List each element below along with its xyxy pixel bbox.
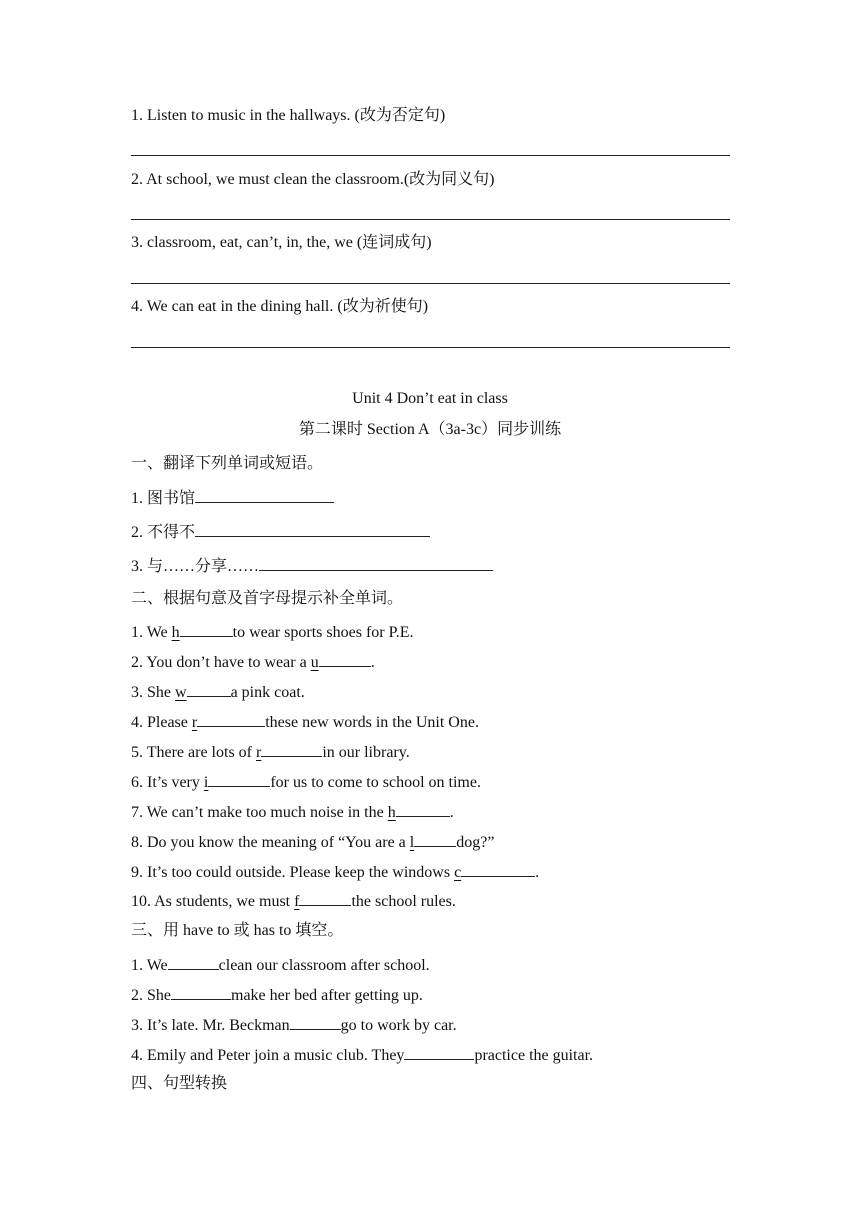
s2-item-8-letter: l (409, 834, 415, 851)
s2-item-9-blank[interactable] (461, 861, 535, 877)
s2-item-9-post: . (535, 864, 540, 881)
s3-item-2 (131, 984, 423, 1006)
s3-item-4 (131, 1044, 593, 1066)
s2-item-10-pre: 10. As students, we must (131, 893, 295, 910)
section-3-heading: 三、用 have to 或 has to 填空。 (131, 922, 344, 939)
s2-item-1-blank[interactable] (180, 621, 233, 637)
s2-item-4-post: these new words in the Unit One. (265, 714, 479, 731)
section-1-heading: 一、翻译下列单词或短语。 (131, 455, 324, 472)
s2-item-2-blank[interactable] (319, 651, 371, 667)
s2-item-6-post: for us to come to school on time. (270, 774, 481, 791)
s2-item-6-letter: i (203, 774, 209, 791)
answer-line-1[interactable] (131, 155, 730, 156)
s2-item-3-letter: w (175, 684, 187, 701)
s2-item-9-pre: 9. It’s too could outside. Please keep the windows (131, 864, 455, 881)
question-4: 4. We can eat in the dining hall. (改为祈使句) (131, 298, 429, 315)
s2-item-2 (131, 651, 375, 673)
s2-item-4-blank[interactable] (197, 711, 265, 727)
s2-item-10-blank[interactable] (299, 890, 351, 906)
s3-item-3-blank[interactable] (290, 1014, 341, 1030)
s2-item-2-post: . (370, 654, 375, 671)
s1-item-1-blank[interactable] (195, 487, 334, 503)
s2-item-2-pre: 2. You don’t have to wear a (131, 654, 311, 671)
s2-item-8-pre: 8. Do you know the meaning of “You are a (131, 834, 410, 851)
s2-item-3 (131, 681, 305, 703)
s2-item-4-pre: 4. Please (131, 714, 192, 731)
s3-item-3 (131, 1014, 457, 1036)
question-2: 2. At school, we must clean the classroom.(改为同义句) (131, 171, 495, 188)
section-2-heading: 二、根据句意及首字母提示补全单词。 (131, 590, 404, 607)
s2-item-3-pre: 3. She (131, 684, 175, 701)
s2-item-1-post: to wear sports shoes for P.E. (232, 624, 414, 641)
s3-item-3-pre: 3. It’s late. Mr. Beckman (131, 1017, 290, 1034)
s2-item-9 (131, 861, 539, 883)
s3-item-1-blank[interactable] (168, 954, 219, 970)
s2-item-6-blank[interactable] (208, 771, 270, 787)
s2-item-1 (131, 621, 414, 643)
s3-item-4-post: practice the guitar. (474, 1047, 594, 1064)
s1-item-3-blank[interactable] (259, 555, 493, 571)
s2-item-7-letter: h (387, 804, 396, 821)
s3-item-3-post: go to work by car. (340, 1017, 457, 1034)
s3-item-1-pre: 1. We (131, 957, 168, 974)
s2-item-8-post: dog?” (456, 834, 495, 851)
s1-item-1-text: 1. 图书馆 (131, 490, 196, 507)
s3-item-4-blank[interactable] (404, 1044, 474, 1060)
s3-item-1 (131, 954, 430, 976)
s2-item-5-blank[interactable] (261, 741, 322, 757)
s2-item-8-blank[interactable] (414, 831, 456, 847)
page-subtitle: 第二课时 Section A（3a-3c）同步训练 (298, 421, 562, 438)
s1-item-2 (131, 521, 430, 543)
s2-item-6 (131, 771, 481, 793)
page-title: Unit 4 Don’t eat in class (352, 390, 508, 407)
s2-item-4 (131, 711, 479, 733)
s2-item-10-post: the school rules. (351, 893, 456, 910)
s1-item-2-blank[interactable] (195, 521, 430, 537)
s2-item-5-pre: 5. There are lots of (131, 744, 256, 761)
s2-item-6-pre: 6. It’s very (131, 774, 204, 791)
s2-item-3-blank[interactable] (187, 681, 231, 697)
s3-item-2-blank[interactable] (171, 984, 231, 1000)
s1-item-3 (131, 555, 493, 577)
answer-line-3[interactable] (131, 283, 730, 284)
s2-item-10-letter: f (294, 893, 300, 910)
s3-item-2-post: make her bed after getting up. (231, 987, 423, 1004)
s1-item-3-text: 3. 与……分享…… (131, 558, 260, 575)
s2-item-1-letter: h (171, 624, 180, 641)
answer-line-4[interactable] (131, 347, 730, 348)
s2-item-7 (131, 801, 454, 823)
s2-item-7-blank[interactable] (396, 801, 450, 817)
s2-item-5-letter: r (256, 744, 262, 761)
s2-item-7-pre: 7. We can’t make too much noise in the (131, 804, 388, 821)
s1-item-1 (131, 487, 334, 509)
answer-line-2[interactable] (131, 219, 730, 220)
s2-item-9-letter: c (454, 864, 462, 881)
section-4-heading: 四、句型转换 (131, 1075, 228, 1092)
s2-item-1-pre: 1. We (131, 624, 172, 641)
s3-item-4-pre: 4. Emily and Peter join a music club. They (131, 1047, 405, 1064)
s2-item-5 (131, 741, 410, 763)
s2-item-10 (131, 890, 456, 912)
s2-item-5-post: in our library. (322, 744, 410, 761)
s2-item-2-letter: u (310, 654, 319, 671)
s2-item-8 (131, 831, 494, 853)
s2-item-4-letter: r (191, 714, 198, 731)
question-1: 1. Listen to music in the hallways. (改为否定句) (131, 107, 446, 124)
s2-item-7-post: . (449, 804, 454, 821)
s2-item-3-post: a pink coat. (230, 684, 305, 701)
question-3: 3. classroom, eat, can’t, in, the, we (连词成句) (131, 234, 432, 251)
s1-item-2-text: 2. 不得不 (131, 524, 196, 541)
s3-item-1-post: clean our classroom after school. (218, 957, 430, 974)
s3-item-2-pre: 2. She (131, 987, 171, 1004)
